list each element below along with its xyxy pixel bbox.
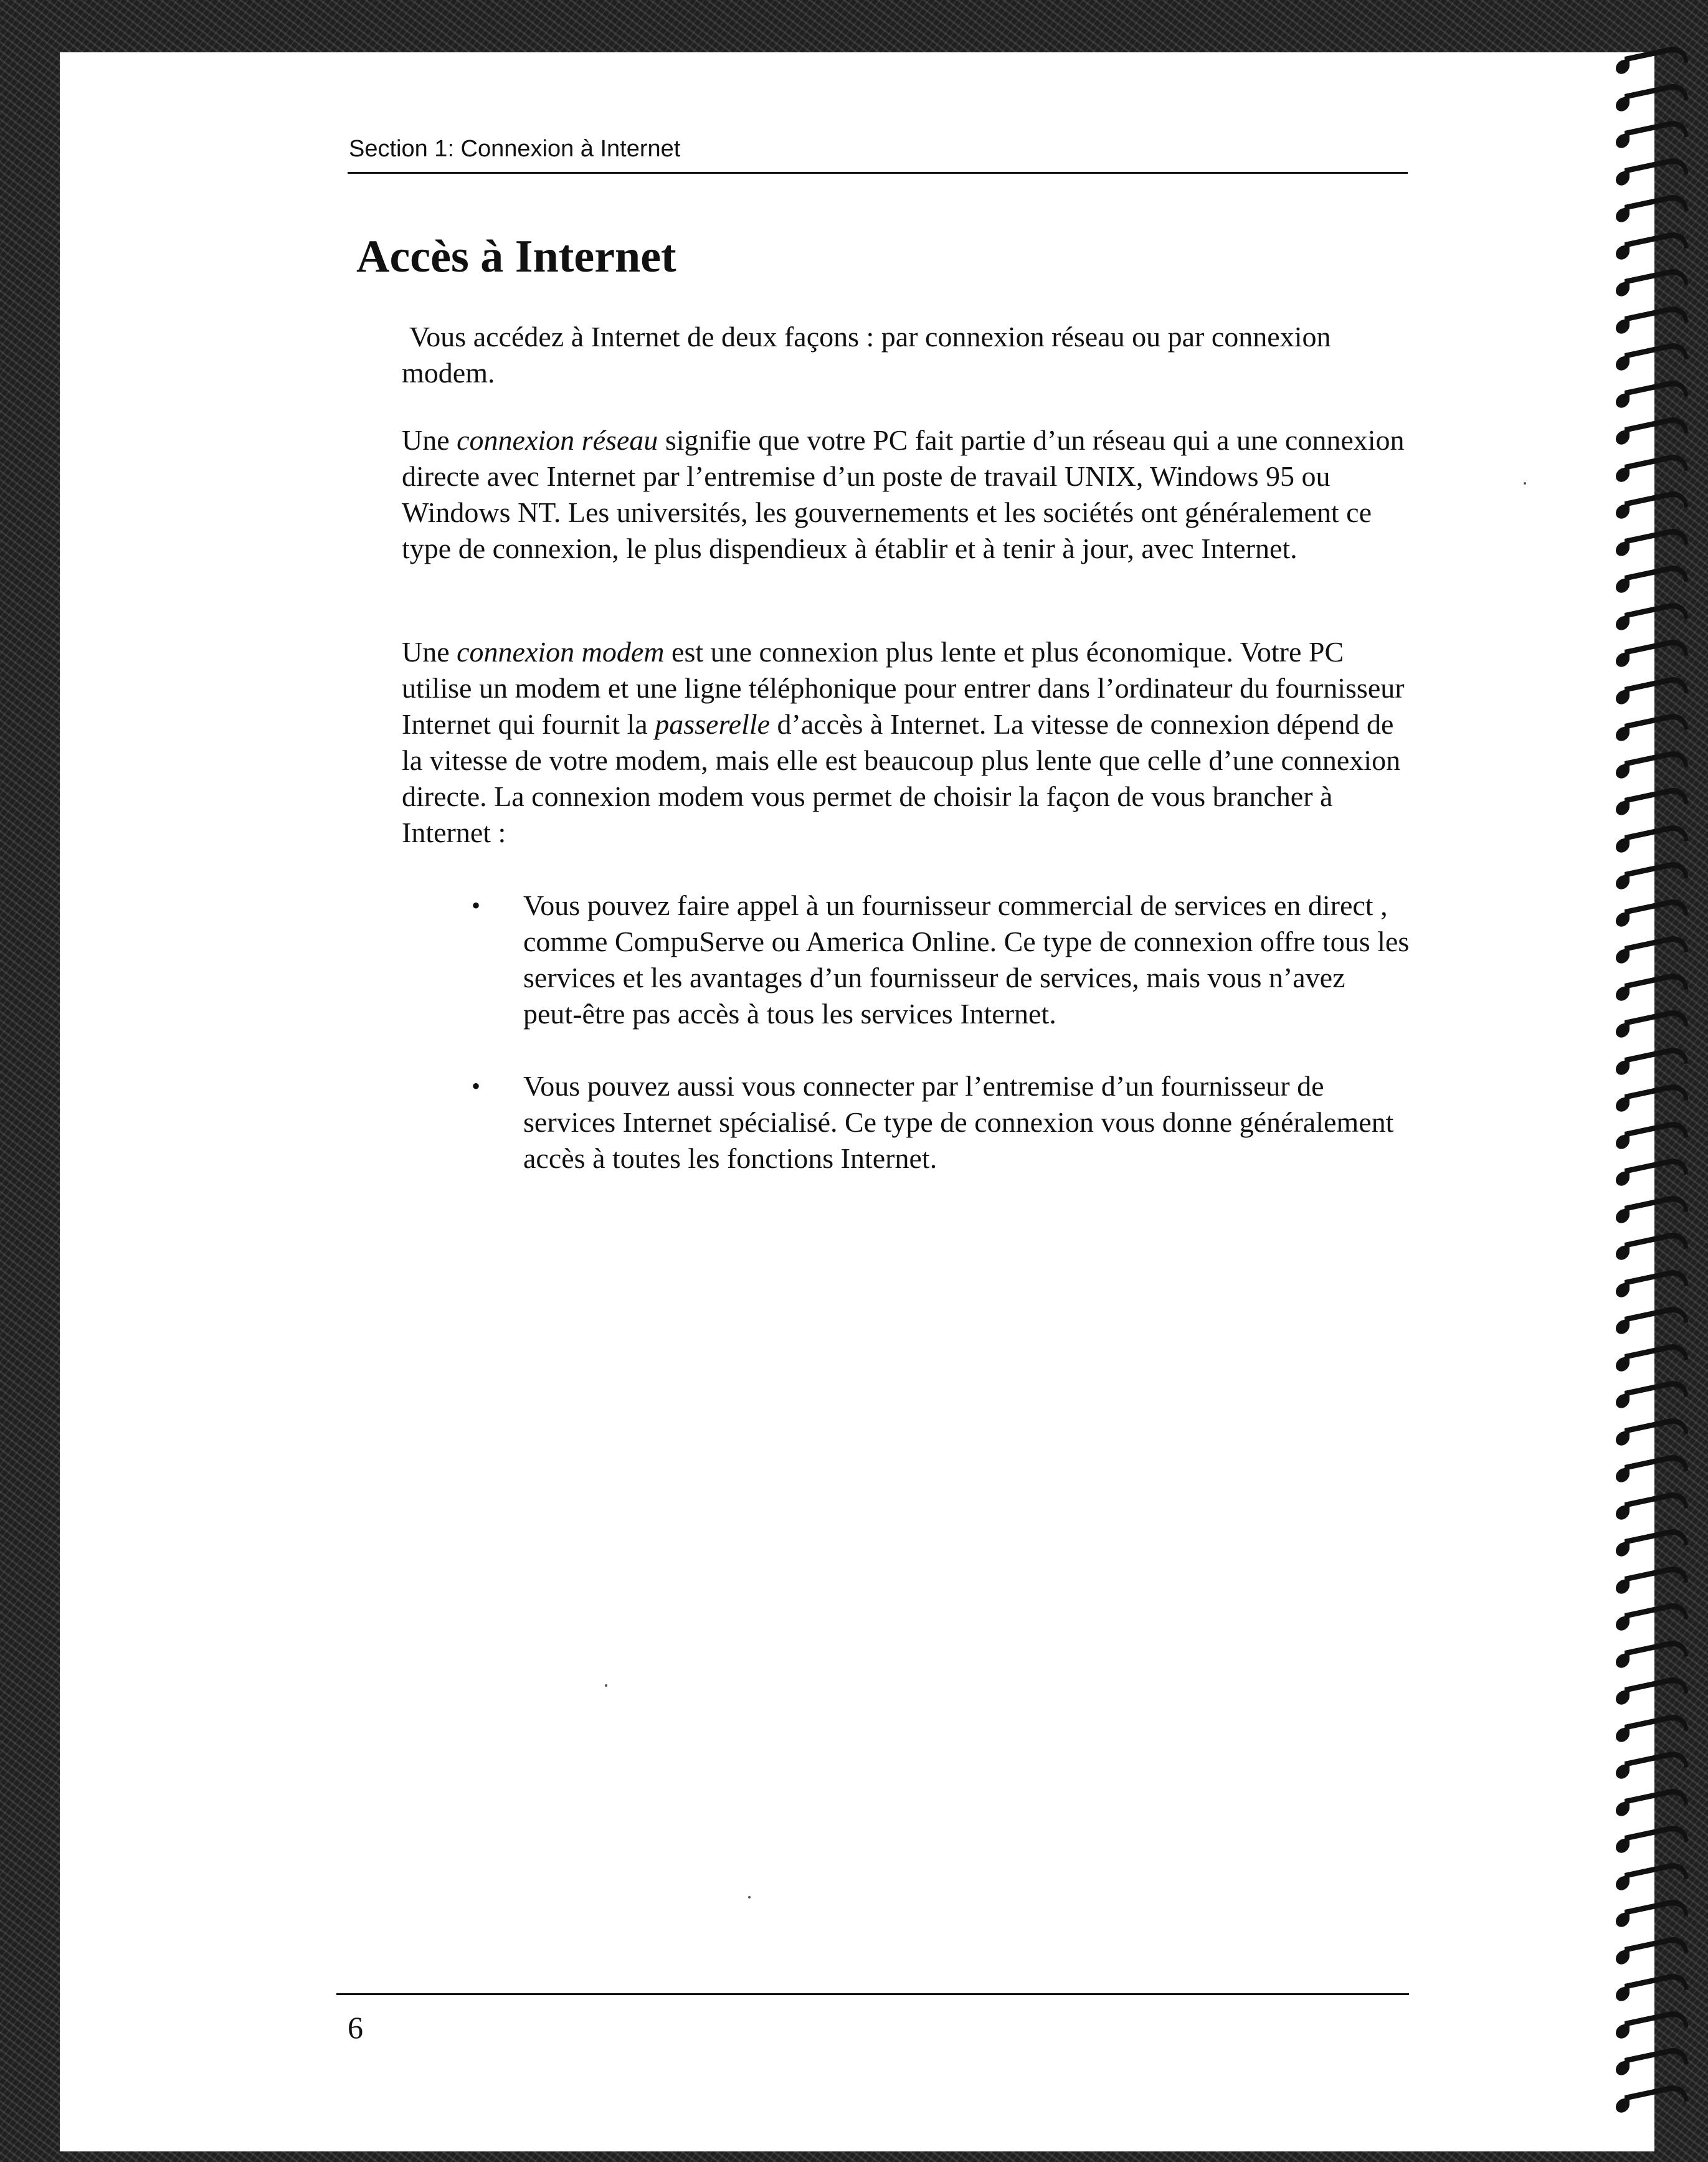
- binding-coil: [1625, 636, 1688, 669]
- network-connection-paragraph: [402, 422, 1411, 567]
- binding-coil: [1625, 1896, 1688, 1929]
- binding-coil: [1625, 525, 1688, 558]
- binding-coil: [1625, 265, 1688, 298]
- binding-coil: [1625, 1822, 1688, 1855]
- binding-coil: [1625, 80, 1688, 113]
- binding-coil: [1625, 1155, 1688, 1188]
- binding-coil: [1625, 896, 1688, 929]
- binding-coil: [1625, 1489, 1688, 1522]
- paragraph-body: d’accès à Internet. La vitesse de connexion dépend de la vitesse de votre modem, mais elle est beaucoup plus lente que celle d’une connexion directe. La connexion modem vous permet de choisir la façon de vous brancher à Internet :: [402, 708, 1401, 848]
- binding-coil: [1625, 1415, 1688, 1448]
- bullet-icon: •: [472, 1072, 481, 1100]
- running-header: Section 1: Connexion à Internet: [349, 136, 681, 162]
- modem-connection-paragraph: [402, 634, 1411, 851]
- intro-paragraph: Vous accédez à Internet de deux façons : par connexion réseau ou par connexion modem.: [402, 321, 1331, 389]
- binding-coil: [1625, 1525, 1688, 1558]
- page-title: Accès à Internet: [356, 231, 676, 282]
- scan-speck: [1524, 482, 1526, 485]
- binding-coil: [1625, 2082, 1688, 2115]
- binding-coil: [1625, 1377, 1688, 1410]
- binding-coil: [1625, 1451, 1688, 1484]
- binding-coil: [1625, 191, 1688, 224]
- binding-coil: [1625, 1674, 1688, 1707]
- binding-coil: [1625, 43, 1688, 76]
- term-modem-connection: connexion modem: [457, 636, 665, 668]
- binding-coil: [1625, 710, 1688, 743]
- binding-coil: [1625, 1081, 1688, 1114]
- binding-coil: [1625, 303, 1688, 336]
- binding-coil: [1625, 451, 1688, 484]
- binding-coil: [1625, 858, 1688, 891]
- binding-coil: [1625, 1118, 1688, 1151]
- binding-coil: [1625, 229, 1688, 262]
- list-item-text: Vous pouvez faire appel à un fournisseur commercial de services en direct , comme CompuServe ou America Online. Ce type de connexion offre tous les services et les avantages d’un fournisseur de services, mais vous n’avez peut-être pas accès à tous les services Internet.: [523, 889, 1410, 1030]
- binding-coil: [1625, 377, 1688, 410]
- binding-coil: [1625, 1785, 1688, 1818]
- binding-coil: [1625, 1600, 1688, 1633]
- scan-speck: [605, 1684, 607, 1687]
- paragraph-body: signifie que votre PC fait partie d’un réseau qui a une connexion directe avec Internet par l’entremise d’un poste de travail UNIX, Windows 95 ou Windows NT. Les universités, les gouvernements et les sociétés ont généralement ce type de connexion, le plus dispendieux à établir et à tenir à jour, avec Internet.: [402, 424, 1405, 564]
- binding-coil: [1625, 1007, 1688, 1040]
- list-item: [402, 888, 1411, 1032]
- binding-coil: [1625, 1748, 1688, 1781]
- binding-coil: [1625, 1192, 1688, 1225]
- binding-coil: [1625, 1970, 1688, 2003]
- binding-coil: [1625, 784, 1688, 817]
- binding-coil: [1625, 822, 1688, 855]
- bullet-icon: •: [472, 891, 481, 919]
- binding-coil: [1625, 932, 1688, 965]
- binding-coil: [1625, 1229, 1688, 1262]
- binding-coil: [1625, 673, 1688, 706]
- binding-coil: [1625, 1563, 1688, 1596]
- page-number: 6: [348, 2010, 363, 2045]
- paragraph-body: est une connexion plus lente et plus économique. Votre PC utilise un modem et une ligne téléphonique pour entrer dans l’ordinateur du fournisseur Internet qui fournit la: [402, 636, 1405, 740]
- list-item-text: Vous pouvez aussi vous connecter par l’entremise d’un fournisseur de services Internet spécialisé. Ce type de connexion vous donne généralement accès à toutes les fonctions Internet.: [523, 1070, 1394, 1174]
- binding-coil: [1625, 1637, 1688, 1670]
- binding-coil: [1625, 1933, 1688, 1966]
- paragraph-lead: Une: [402, 636, 457, 668]
- binding-coil: [1625, 2008, 1688, 2041]
- binding-coil: [1625, 970, 1688, 1003]
- binding-coil: [1625, 1859, 1688, 1892]
- list-item: [402, 1068, 1411, 1177]
- header-rule: [348, 172, 1408, 174]
- binding-coil: [1625, 154, 1688, 187]
- term-gateway: passerelle: [655, 708, 771, 740]
- binding-coil: [1625, 1303, 1688, 1336]
- scan-speck: [748, 1896, 751, 1899]
- binding-coil: [1625, 414, 1688, 447]
- binding-coil: [1625, 339, 1688, 372]
- paragraph-lead: Une: [402, 424, 457, 456]
- binding-coil: [1625, 2044, 1688, 2077]
- binding-coil: [1625, 488, 1688, 521]
- binding-coil: [1625, 562, 1688, 595]
- binding-coil: [1625, 747, 1688, 780]
- binding-coil: [1625, 1266, 1688, 1299]
- binding-coil: [1625, 599, 1688, 632]
- binding-coil: [1625, 1340, 1688, 1373]
- term-network-connection: connexion réseau: [457, 424, 658, 456]
- binding-coil: [1625, 1711, 1688, 1744]
- spiral-binding: [1613, 37, 1708, 2130]
- binding-coil: [1625, 1044, 1688, 1077]
- bullet-list: [402, 888, 1411, 1213]
- footer-rule: [336, 1993, 1409, 1995]
- binding-coil: [1625, 117, 1688, 150]
